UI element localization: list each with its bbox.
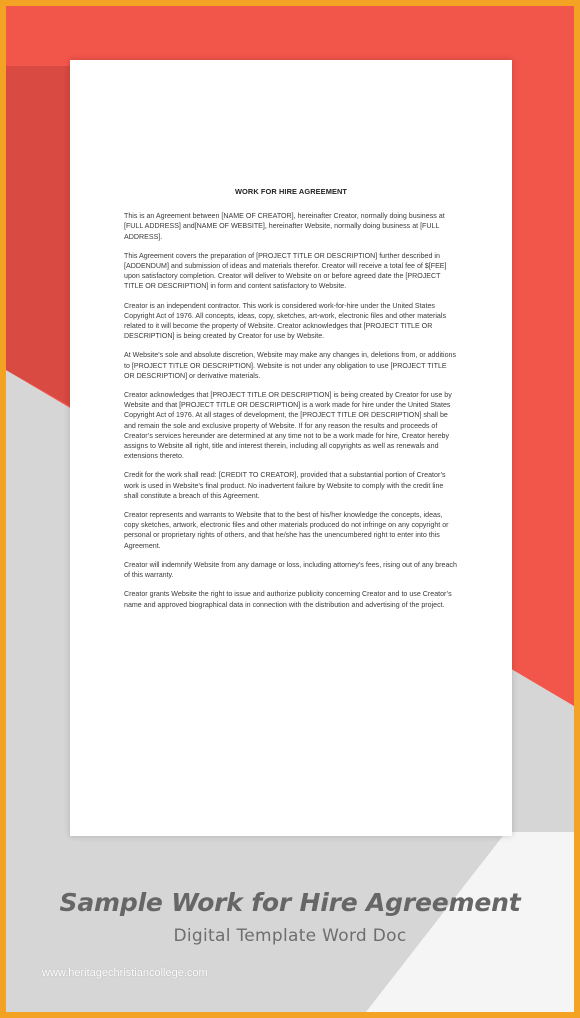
- document-page: [70, 60, 512, 836]
- paragraph-indemnity: Creator will indemnify Website from any damage or loss, including attorney’s fees, rising out of any breach of this warranty.: [124, 560, 457, 580]
- paragraph-publicity: Creator grants Website the right to issue and authorize publicity concerning Creator and to use Creator’s name and approved biographical data in connection with the distribution and advertising of the project.: [124, 590, 452, 609]
- paragraph-credit: Credit for the work shall read: [CREDIT TO CREATOR], provided that a substantial portion of Creator’s work is used in Website’s final product. No inadvertent failure by Website to comply with the credit line shall constitute a breach of this Agreement.: [124, 471, 446, 500]
- paragraph-parties: This is an Agreement between [NAME OF CREATOR], hereinafter Creator, normally doing business at [FULL ADDRESS] and[NAME OF WEBSITE], hereinafter Website, normally doing business at [FULL ADDRESS].: [124, 212, 445, 241]
- paragraph-ownership: Creator acknowledges that [PROJECT TITLE OR DESCRIPTION] is being created by Creator for use by Website and that [PROJECT TITLE OR DESCRIPTION] is a work made for hire under the United States Copyright Act of 1976. At all stages of development, the [PROJECT TITLE OR DESCRIPTION] shall be and remain the sole and exclusive property of Website. If for any reason the results and proceeds of Creator’s services hereunder are determined at any time not to be a work made for hire, Creator hereby assigns to Website all right, title and interest therein, including all copyrights as well as renewals and extensions thereto.: [124, 391, 452, 461]
- caption-title: Sample Work for Hire Agreement: [59, 888, 521, 917]
- paragraph-warranty: Creator represents and warrants to Website that to the best of his/her knowledge the concepts, ideas, copy sketches, artwork, electronic files and other materials produced do not infringe on any copyright or personal or proprietary rights of others, and that he/she has the unencumbered right to enter into this Agreement.: [124, 511, 449, 550]
- paragraph-discretion: At Website’s sole and absolute discretion, Website may make any changes in, deletions from, or additions to [PROJECT TITLE OR DESCRIPTION]. Website is not under any obligation to use [PROJECT TITLE OR DESCRIPTION] or derivative materials.: [124, 351, 457, 380]
- document-body: [124, 187, 458, 619]
- watermark-url: www.heritagechristiancollege.com: [42, 967, 208, 979]
- paragraph-scope: This Agreement covers the preparation of [PROJECT TITLE OR DESCRIPTION] further described in [ADDENDUM] and submission of ideas and materials therefor. Creator will receive a total fee of $[FEE] upon satisfactory completion. Creator will deliver to Website on or before agreed date the [PROJECT TITLE OR DESCRIPTION] in form and content satisfactory to Website.: [124, 251, 447, 291]
- paragraph-contractor: Creator is an independent contractor. This work is considered work-for-hire under the United States Copyright Act of 1976. All concepts, ideas, copy, sketches, art-work, electronic files and other materials related to it will become the property of Website. Creator acknowledges that [PROJECT TITLE OR DESCRIPTION] is being created by Creator for use by Website.: [124, 301, 446, 341]
- red-band-shadow: [6, 66, 70, 406]
- caption-subtitle: Digital Template Word Doc: [173, 926, 407, 946]
- document-title: WORK FOR HIRE AGREEMENT: [234, 187, 348, 196]
